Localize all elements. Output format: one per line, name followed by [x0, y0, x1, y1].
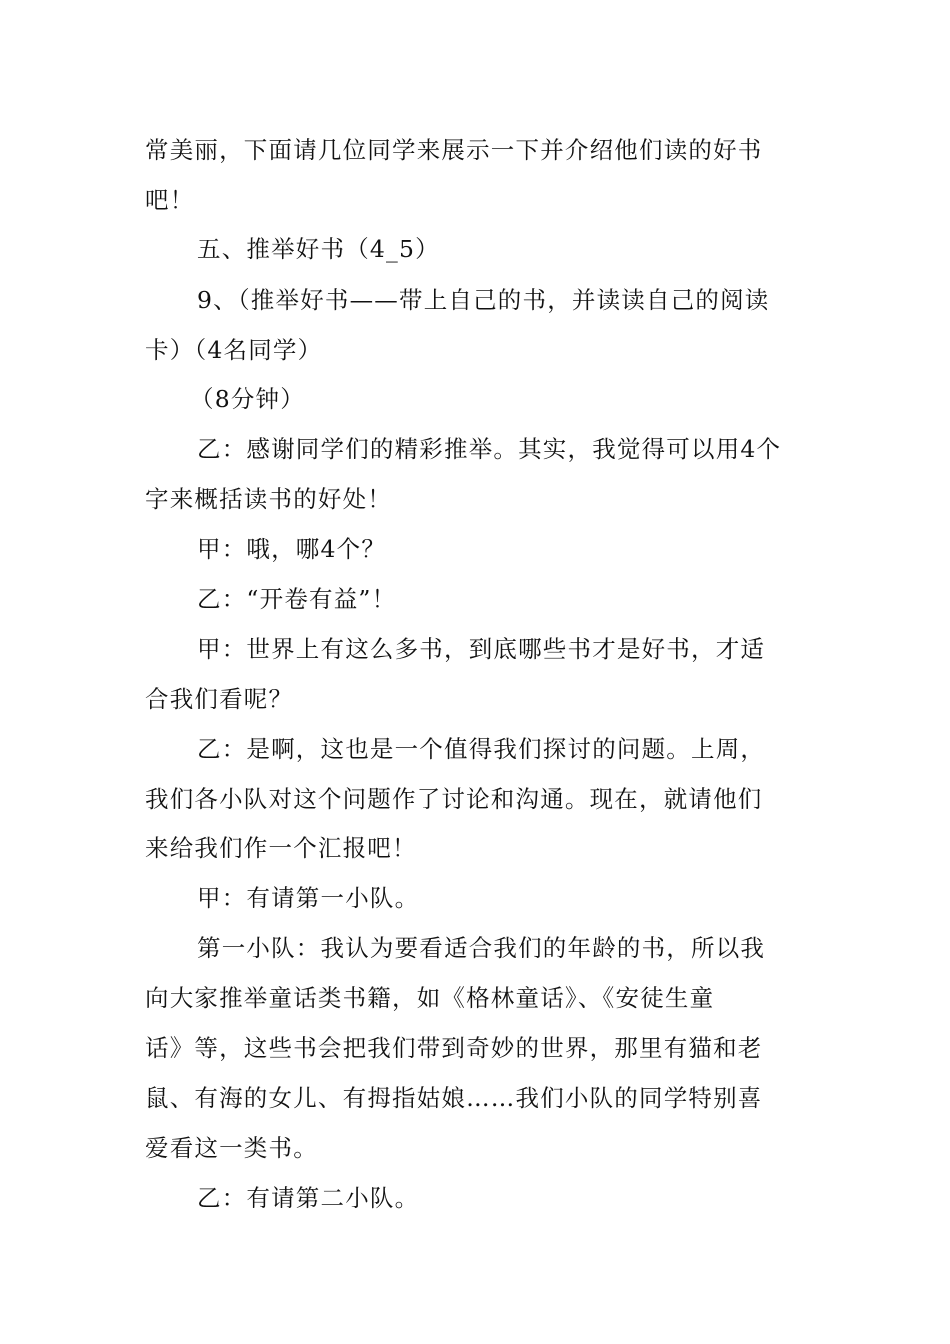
text-line: 常美丽，下面请几位同学来展示一下并介绍他们读的好书 [145, 136, 763, 164]
text-line: 9、（推举好书——带上自己的书，并读读自己的阅读 [197, 286, 770, 314]
text-line: 合我们看呢？ [145, 685, 294, 713]
text-line: 话》等，这些书会把我们带到奇妙的世界，那里有猫和老 [145, 1034, 763, 1062]
text-line: 字来概括读书的好处！ [145, 485, 392, 513]
dialogue-line: 乙：有请第二小队。 [197, 1184, 420, 1212]
dialogue-line: 乙：“开卷有益”！ [197, 585, 397, 613]
dialogue-line: 乙：感谢同学们的精彩推举。其实，我觉得可以用4个 [197, 435, 782, 463]
text-line: （8分钟） [190, 385, 305, 413]
section-heading: 五、推举好书（4_5） [197, 235, 440, 263]
text-line: 向大家推举童话类书籍，如《格林童话》、《安徒生童 [145, 984, 715, 1012]
text-line: 来给我们作一个汇报吧！ [145, 834, 417, 862]
text-line: 鼠、有海的女儿、有拇指姑娘……我们小队的同学特别喜 [145, 1084, 763, 1112]
text-line: 我们各小队对这个问题作了讨论和沟通。现在，就请他们 [145, 785, 763, 813]
dialogue-line: 甲：哦，哪4个？ [197, 535, 387, 563]
dialogue-line: 第一小队：我认为要看适合我们的年龄的书，所以我 [197, 934, 766, 962]
dialogue-line: 乙：是啊，这也是一个值得我们探讨的问题。上周， [197, 735, 766, 763]
dialogue-line: 甲：世界上有这么多书，到底哪些书才是好书，才适 [197, 635, 766, 663]
text-line: 爱看这一类书。 [145, 1134, 318, 1162]
text-line: 吧！ [145, 186, 195, 214]
dialogue-line: 甲：有请第一小队。 [197, 884, 420, 912]
text-line: 卡）（4名同学） [145, 336, 323, 364]
